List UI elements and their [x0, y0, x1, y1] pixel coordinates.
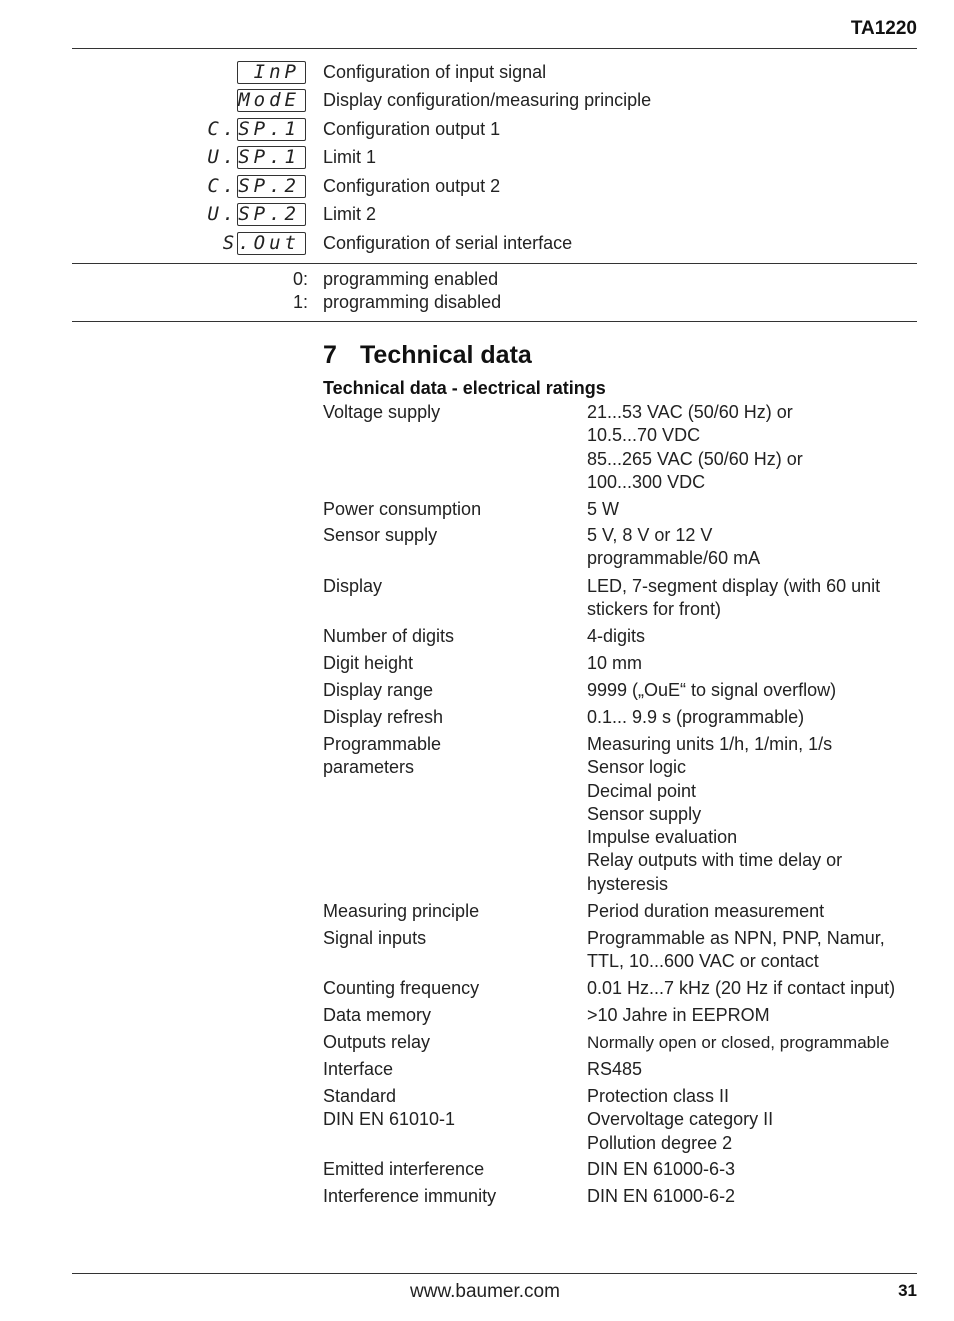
spec-label-line: parameters: [323, 757, 415, 778]
spec-label: [323, 652, 578, 675]
spec-label: [323, 1004, 578, 1027]
spec-label: [323, 927, 578, 950]
spec-value-line: Decimal point: [587, 780, 697, 801]
spec-label-line: Display refresh: [323, 707, 444, 727]
option-key: 0:: [292, 269, 308, 289]
spec-value: [587, 1031, 922, 1054]
spec-value: [587, 652, 922, 675]
spec-value-line: DIN EN 61000-6-3: [587, 1159, 736, 1179]
spec-value: [587, 977, 922, 1000]
segment-code: C.SP.2: [237, 175, 306, 198]
spec-value-line: 0.01 Hz...7 kHz (20 Hz if contact input): [587, 978, 896, 998]
spec-label-line: Number of digits: [323, 626, 455, 646]
spec-value-line: Protection class II: [587, 1086, 730, 1106]
segment-code: ModE: [237, 89, 306, 112]
divider: [72, 263, 917, 264]
segment-code: U.SP.1: [237, 146, 306, 169]
spec-value-line: TTL, 10...600 VAC or contact: [587, 951, 819, 972]
footer-url: www.baumer.com: [410, 1281, 560, 1302]
spec-label-line: Measuring principle: [323, 901, 480, 921]
spec-label: [323, 679, 578, 702]
spec-label-line: Signal inputs: [323, 928, 427, 948]
section-title-text: Technical data: [360, 341, 532, 369]
spec-label-line: Interface: [323, 1059, 394, 1079]
segment-code: U.SP.2: [237, 203, 306, 226]
spec-value-line: Normally open or closed, programmable: [587, 1033, 890, 1052]
spec-label: [323, 575, 578, 598]
spec-value-line: 10.5...70 VDC: [587, 425, 701, 446]
spec-label-line: Data memory: [323, 1005, 432, 1025]
section-title: [323, 341, 532, 370]
spec-value-line: Measuring units 1/h, 1/min, 1/s: [587, 734, 833, 754]
spec-value-line: 100...300 VDC: [587, 471, 706, 492]
spec-label-line: DIN EN 61010-1: [323, 1109, 456, 1130]
spec-label-line: Programmable: [323, 734, 442, 754]
spec-label-line: Digit height: [323, 653, 414, 673]
spec-value: [587, 1085, 922, 1155]
spec-value: [587, 625, 922, 648]
spec-label: [323, 498, 578, 521]
spec-value: [587, 1004, 922, 1027]
menu-item: [207, 201, 377, 227]
spec-value-line: DIN EN 61000-6-2: [587, 1186, 736, 1206]
spec-label-line: Display range: [323, 680, 434, 700]
menu-item-label: Configuration of input signal: [323, 61, 547, 82]
spec-value-line: Pollution degree 2: [587, 1132, 733, 1153]
spec-value-line: LED, 7-segment display (with 60 unit: [587, 576, 881, 596]
spec-value: [587, 401, 922, 494]
spec-label: [323, 1185, 578, 1208]
divider: [72, 321, 917, 322]
spec-value: [587, 927, 922, 974]
programming-option: [72, 292, 917, 316]
spec-label-line: Standard: [323, 1086, 397, 1106]
option-key: 1:: [292, 292, 308, 312]
spec-value-line: Programmable as NPN, PNP, Namur,: [587, 928, 885, 948]
option-text: programming disabled: [323, 292, 502, 312]
spec-value-line: Sensor supply: [587, 803, 702, 824]
page-number: 31: [898, 1281, 917, 1300]
programming-option: [72, 269, 917, 293]
spec-value: [587, 733, 922, 896]
subheading: Technical data - electrical ratings: [323, 378, 606, 398]
spec-value-line: 4-digits: [587, 626, 646, 646]
spec-label: [323, 706, 578, 729]
menu-item: [237, 87, 652, 113]
spec-label: [323, 401, 578, 424]
menu-item-label: Configuration of serial interface: [323, 232, 573, 253]
spec-value: [587, 679, 922, 702]
divider: [72, 1273, 917, 1274]
segment-code: InP: [237, 61, 306, 84]
spec-label-line: Power consumption: [323, 499, 482, 519]
spec-label: [323, 1031, 578, 1054]
spec-label: [323, 977, 578, 1000]
spec-value: [587, 1158, 922, 1181]
spec-value-line: 21...53 VAC (50/60 Hz) or: [587, 402, 793, 422]
spec-label-line: Voltage supply: [323, 402, 441, 422]
spec-value: [587, 575, 922, 622]
section-number: 7: [323, 341, 337, 369]
spec-value-line: Sensor logic: [587, 757, 687, 778]
spec-value-line: Period duration measurement: [587, 901, 825, 921]
spec-value-line: 0.1... 9.9 s (programmable): [587, 707, 805, 727]
menu-item-label: Configuration output 2: [323, 175, 501, 196]
spec-label-line: Interference immunity: [323, 1186, 497, 1206]
menu-item-label: Limit 1: [323, 146, 377, 167]
spec-label: [323, 1058, 578, 1081]
spec-label-line: Sensor supply: [323, 525, 438, 545]
spec-label: [323, 1085, 578, 1132]
spec-value-line: stickers for front): [587, 599, 722, 620]
spec-label: [323, 524, 578, 547]
spec-label: [323, 900, 578, 923]
segment-code: S.Out: [237, 232, 306, 255]
spec-value-line: hysteresis: [587, 873, 669, 894]
menu-item: [237, 59, 547, 85]
menu-item: [222, 230, 573, 256]
spec-value-line: 5 V, 8 V or 12 V: [587, 525, 713, 545]
spec-value-line: 10 mm: [587, 653, 643, 673]
menu-item-label: Display configuration/measuring principle: [323, 89, 652, 110]
spec-label-line: Emitted interference: [323, 1159, 485, 1179]
menu-item-label: Configuration output 1: [323, 118, 501, 139]
option-text: programming enabled: [323, 269, 499, 289]
spec-label-line: Display: [323, 576, 383, 596]
spec-label: [323, 625, 578, 648]
menu-item: [207, 144, 377, 170]
spec-value-line: 5 W: [587, 499, 620, 519]
spec-value-line: RS485: [587, 1059, 643, 1079]
spec-value: [587, 498, 922, 521]
segment-code: C.SP.1: [237, 118, 306, 141]
spec-label: [323, 733, 578, 780]
spec-value: [587, 1058, 922, 1081]
spec-value-line: Impulse evaluation: [587, 827, 738, 848]
spec-value: [587, 706, 922, 729]
spec-label: [323, 1158, 578, 1181]
spec-value-line: Overvoltage category II: [587, 1109, 774, 1130]
spec-value: [587, 900, 922, 923]
product-name: TA1220: [850, 18, 917, 39]
menu-item-label: Limit 2: [323, 203, 377, 224]
spec-label-line: Counting frequency: [323, 978, 480, 998]
spec-value-line: programmable/60 mA: [587, 548, 761, 569]
spec-value-line: 85...265 VAC (50/60 Hz) or: [587, 448, 803, 469]
spec-value: [587, 1185, 922, 1208]
divider: [72, 48, 917, 49]
spec-value: [587, 524, 922, 571]
menu-item: [207, 173, 501, 199]
spec-value-line: >10 Jahre in EEPROM: [587, 1005, 770, 1025]
spec-value-line: 9999 („OuE“ to signal overflow): [587, 680, 837, 700]
menu-item: [207, 116, 501, 142]
spec-value-line: Relay outputs with time delay or: [587, 850, 843, 871]
spec-label-line: Outputs relay: [323, 1032, 431, 1052]
